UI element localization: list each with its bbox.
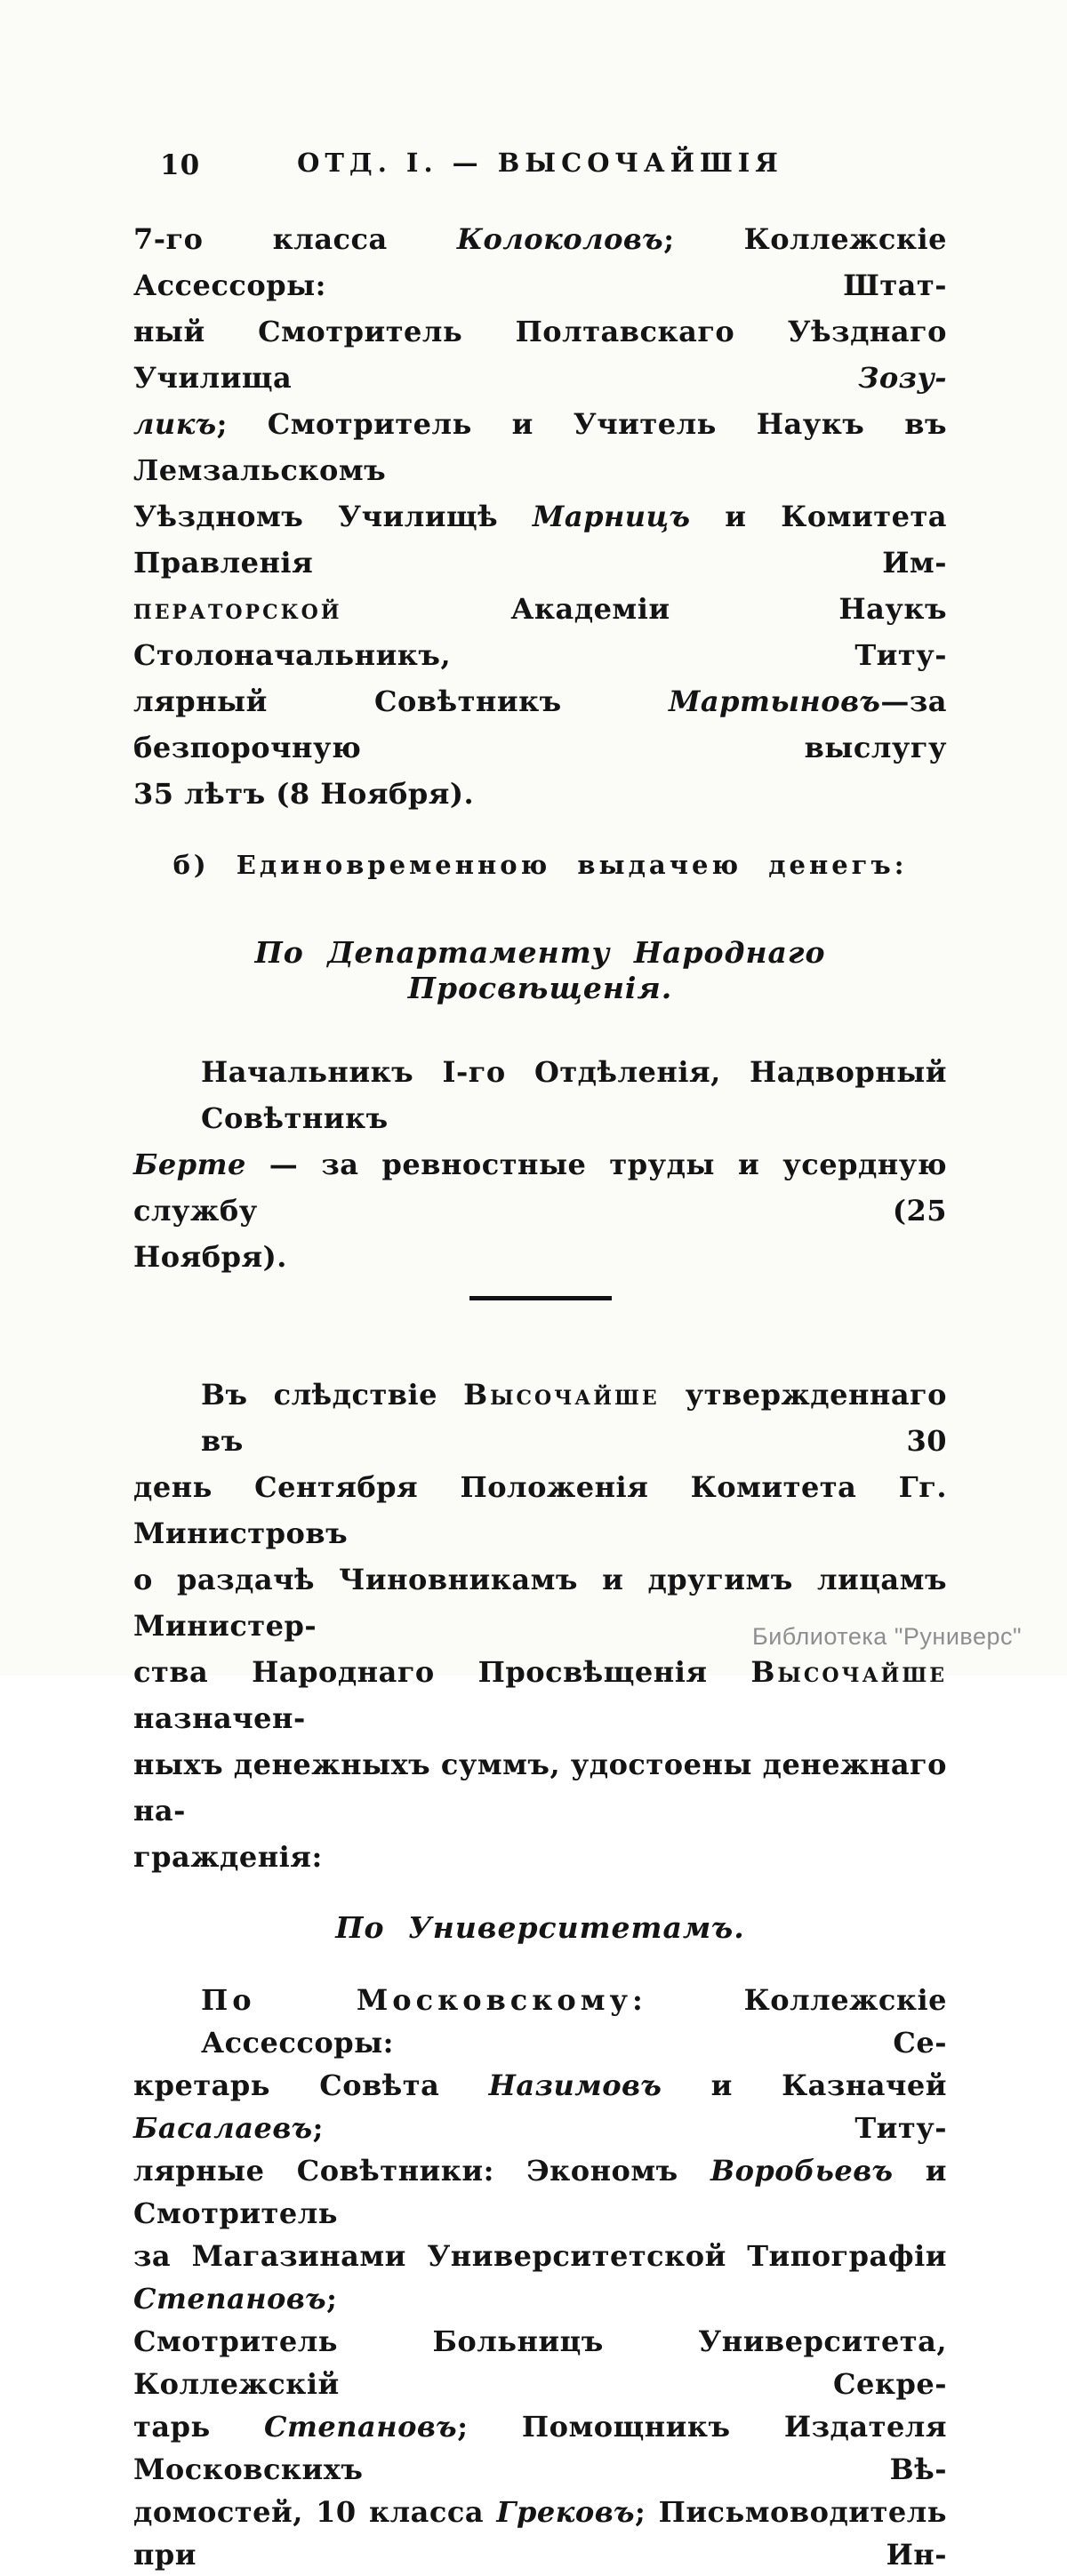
text-segment: ный Смотритель Полтавскаго Уѣзднаго Училища [133, 315, 947, 395]
text-segment: ; Помощникъ Издателя Московскихъ Вѣ- [133, 2410, 948, 2486]
page-body [133, 216, 947, 2576]
text-segment: Высочайше [463, 1378, 660, 1412]
text-segment: ; Титу- [312, 2111, 947, 2145]
italic-name: Воробьевъ [710, 2154, 894, 2188]
text-segment: ; Коллежскіе Ассессоры: Штат- [133, 222, 948, 302]
text-segment: и Казначей [662, 2068, 948, 2102]
subsection-heading: По Департаменту Народнаго Просвѣщенія. [254, 935, 826, 1005]
text-segment: 35 лѣтъ (8 Ноября). [133, 777, 475, 811]
text-segment: о раздачѣ Чиновникамъ и другимъ лицамъ Министер- [133, 1563, 947, 1643]
text-segment: Коллежскіе Ассессоры: Се- [201, 1983, 948, 2060]
text-segment: По Московскому: [201, 1983, 647, 2017]
text-line [133, 586, 947, 678]
text-line [133, 1141, 947, 1234]
text-segment: Академіи Наукъ Столоначальникъ, Титу- [133, 592, 947, 672]
text-segment: —за безпорочную выслугу [133, 684, 947, 764]
text-segment: ; Смотритель и Учитель Наукъ въ Лемзальскомъ [133, 407, 947, 487]
italic-name: Колоколовъ [456, 222, 664, 256]
italic-name: Басалаевъ [133, 2111, 313, 2145]
text-segment: ныхъ денежныхъ суммъ, удостоены денежнаго на- [133, 1748, 947, 1828]
text-segment: кретарь Совѣта [133, 2068, 489, 2102]
running-title: ОТД. I. — ВЫСОЧАЙШІЯ [297, 148, 783, 178]
text-line [133, 308, 947, 401]
text-line [133, 1741, 947, 1834]
text-line [133, 2320, 947, 2405]
text-line [133, 216, 947, 308]
page-header [133, 148, 947, 183]
text-line [133, 1234, 947, 1280]
text-segment: — за ревностные труды и усердную службу (25 [133, 1148, 947, 1228]
text-segment: Высочайше [750, 1655, 947, 1689]
page-number: 10 [160, 149, 201, 181]
text-segment: за Магазинами Университетской Типографіи [133, 2239, 947, 2273]
italic-name: Марницъ [532, 500, 691, 533]
text-segment: и Смотритель [133, 2154, 948, 2230]
italic-name: Степановъ [133, 2282, 327, 2316]
paragraph [133, 216, 947, 817]
separator-rule [469, 1296, 612, 1300]
italic-name: ликъ [133, 407, 217, 441]
text-segment: ства Народнаго Просвѣщенія [133, 1655, 751, 1689]
text-segment: домостей, 10 класса [133, 2495, 497, 2529]
text-segment: лярные Совѣтники: Экономъ [133, 2154, 711, 2188]
text-segment: Начальникъ I-го Отдѣленія, Надворный Совѣтникъ [201, 1055, 947, 1135]
text-segment: день Сентября Положенія Комитета Гг. Министровъ [133, 1470, 947, 1550]
italic-name: Зозу- [858, 361, 947, 395]
text-line [133, 2405, 947, 2491]
text-line [133, 1979, 947, 2064]
text-segment: ; Письмоводитель при Ин- [133, 2495, 948, 2572]
italic-name: Степановъ [264, 2410, 458, 2444]
text-segment: утвержденнаго въ 30 [201, 1378, 948, 1458]
text-line [133, 2064, 947, 2149]
text-segment: Въ слѣдствіе [201, 1378, 464, 1412]
text-segment: и Комитета Правленія Им- [133, 500, 947, 580]
text-line [133, 1464, 947, 1556]
text-line [133, 401, 947, 493]
text-segment: Уѣздномъ Училищѣ [133, 500, 533, 533]
text-segment: Смотритель Больницъ Университета, Коллежскій Секре- [133, 2324, 947, 2401]
text-segment: Ноября). [133, 1240, 287, 1274]
text-line [133, 2491, 947, 2576]
text-segment: ператорской [133, 592, 342, 626]
text-segment: гражденія: [133, 1840, 323, 1874]
text-line [133, 1049, 947, 1141]
text-segment: ; [326, 2282, 338, 2316]
subsection-heading: По Университетамъ. [335, 1910, 745, 1945]
italic-name: Грековъ [496, 2495, 635, 2529]
text-segment: 7-го класса [133, 222, 457, 256]
text-segment: тарь [133, 2410, 265, 2444]
text-line [133, 1649, 947, 1741]
text-line [133, 2235, 947, 2320]
italic-name: Мартыновъ [668, 684, 881, 718]
watermark: Библиотека "Руниверс" [752, 1623, 1023, 1650]
paragraph [133, 1049, 947, 1280]
text-line [133, 1372, 947, 1464]
text-line [133, 771, 947, 817]
text-line [133, 1834, 947, 1880]
text-line [133, 2149, 947, 2235]
text-segment: назначен- [133, 1701, 306, 1735]
italic-name: Назимовъ [488, 2068, 662, 2102]
italic-name: Берте [133, 1148, 246, 1181]
text-line [133, 493, 947, 586]
text-segment: лярный Совѣтникъ [133, 684, 669, 718]
paragraph [133, 1979, 947, 2576]
section-heading: б) Единовременною выдачею денегъ: [172, 850, 908, 880]
text-line [133, 678, 947, 771]
